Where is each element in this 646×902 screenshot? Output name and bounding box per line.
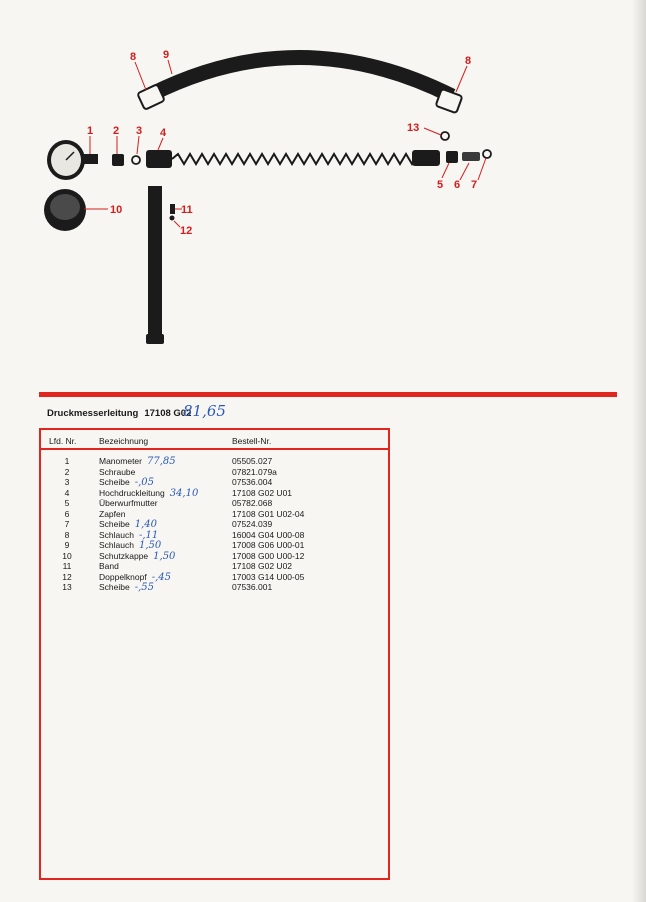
part-name: Überwurfmutter (99, 498, 158, 508)
table-row (41, 540, 386, 551)
handwritten-price: 1,50 (138, 540, 162, 551)
row-name (99, 467, 140, 477)
callout-12: 12 (180, 225, 193, 237)
callout-2: 2 (113, 125, 120, 137)
table-row (41, 530, 386, 541)
handwritten-price: 77,85 (147, 456, 176, 467)
row-name (99, 572, 171, 582)
order-number: 07821.079a (232, 466, 277, 477)
callout-10: 10 (110, 204, 123, 216)
handwritten-total: 81,65 (183, 402, 226, 420)
part-name: Manometer (99, 456, 142, 466)
order-number: 05505.027 (232, 456, 273, 466)
table-row (41, 467, 386, 478)
order-number: 17008 G00 U00-12 (232, 550, 305, 561)
row-number: 13 (62, 582, 72, 592)
header-nr: Lfd. Nr. (49, 436, 77, 446)
row-number: 1 (64, 456, 70, 466)
handwritten-price: -,11 (138, 529, 159, 541)
order-number: 07536.004 (232, 477, 273, 487)
table-row (41, 477, 386, 488)
table-row (41, 582, 386, 593)
header-name: Bezeichnung (99, 436, 149, 446)
table-row (41, 456, 386, 467)
row-number: 5 (64, 498, 70, 508)
vertical-hose (146, 186, 164, 344)
row-number: 10 (62, 550, 72, 561)
order-number: 07524.039 (232, 519, 273, 529)
washer-part-3 (132, 156, 140, 164)
callout-7: 7 (471, 179, 478, 191)
washer-part-7 (483, 150, 491, 158)
protective-cap-part-10 (44, 189, 86, 231)
part-name: Schutzkappe (99, 550, 149, 561)
row-name (99, 540, 161, 550)
callout-6: 6 (454, 179, 461, 191)
sleeve-part-8-right (436, 89, 463, 113)
row-name (99, 498, 163, 508)
parts-diagram (0, 0, 646, 360)
parts-table-body (41, 456, 386, 593)
handwritten-price: -,55 (134, 582, 155, 593)
row-name (99, 530, 158, 540)
row-number: 7 (64, 519, 70, 529)
union-nut-part-5 (446, 151, 458, 163)
part-name: Scheibe (99, 519, 130, 529)
part-name: Schlauch (99, 540, 134, 550)
washer-part-13 (441, 132, 449, 140)
double-knob-part-12 (170, 216, 175, 221)
order-number: 17008 G06 U00-01 (232, 540, 305, 550)
table-row (41, 509, 386, 520)
order-number: 05782.068 (232, 498, 273, 508)
title-number: 17108 G02 (144, 408, 192, 419)
row-number: 4 (64, 487, 70, 498)
row-name (99, 519, 157, 529)
row-name (99, 488, 198, 498)
handwritten-price: -,05 (134, 477, 155, 488)
callout-1: 1 (87, 125, 94, 137)
row-name (99, 582, 154, 592)
order-number: 17108 G02 U02 (232, 561, 293, 571)
band-part-11 (170, 204, 175, 214)
handwritten-price: 1,50 (153, 550, 176, 562)
row-number: 11 (62, 561, 72, 571)
part-name: Zapfen (99, 508, 126, 519)
table-row (41, 572, 386, 583)
part-name: Scheibe (99, 477, 130, 487)
table-row (41, 498, 386, 509)
handwritten-price: -,45 (151, 571, 172, 583)
order-number: 17003 G14 U00-05 (232, 571, 305, 582)
high-pressure-line-part-4 (146, 150, 440, 168)
row-name (99, 551, 175, 561)
title-label: Druckmesserleitung (47, 408, 139, 419)
handwritten-price: 34,10 (169, 487, 199, 499)
row-number: 2 (64, 466, 70, 477)
callout-11: 11 (181, 204, 193, 216)
row-name (99, 456, 176, 466)
callout-5: 5 (437, 179, 444, 191)
order-number: 17108 G02 U01 (232, 487, 293, 498)
table-row (41, 561, 386, 572)
part-name: Schraube (99, 466, 136, 477)
handwritten-price: 1,40 (134, 519, 157, 530)
part-name: Schlauch (99, 529, 134, 540)
row-number: 3 (64, 477, 70, 487)
row-name (99, 509, 130, 519)
part-name: Band (99, 561, 119, 571)
row-name (99, 477, 154, 487)
pin-part-6 (462, 152, 480, 161)
callout-3: 3 (136, 125, 143, 137)
order-number: 17108 G01 U02-04 (232, 508, 305, 519)
callout-8-right: 8 (465, 55, 472, 67)
order-number: 16004 G04 U00-08 (232, 529, 305, 540)
callout-8-left: 8 (130, 51, 137, 63)
part-name: Doppelknopf (99, 571, 147, 582)
callout-4: 4 (160, 127, 167, 139)
table-row (41, 519, 386, 530)
part-name: Hochdruckleitung (99, 487, 165, 498)
row-number: 6 (64, 508, 70, 519)
header-separator (41, 448, 388, 450)
part-name: Scheibe (99, 582, 130, 592)
row-number: 9 (64, 540, 70, 550)
row-number: 12 (62, 571, 72, 582)
callout-9: 9 (163, 49, 170, 61)
hose-part-9 (152, 57, 452, 96)
table-row (41, 551, 386, 562)
row-name (99, 561, 124, 571)
page-title (47, 408, 191, 419)
section-rule (39, 392, 617, 397)
row-number: 8 (64, 529, 70, 540)
screw-part-2 (112, 154, 124, 166)
callout-13: 13 (407, 122, 420, 134)
table-row (41, 488, 386, 499)
order-number: 07536.001 (232, 582, 273, 592)
header-order: Bestell-Nr. (232, 436, 272, 446)
